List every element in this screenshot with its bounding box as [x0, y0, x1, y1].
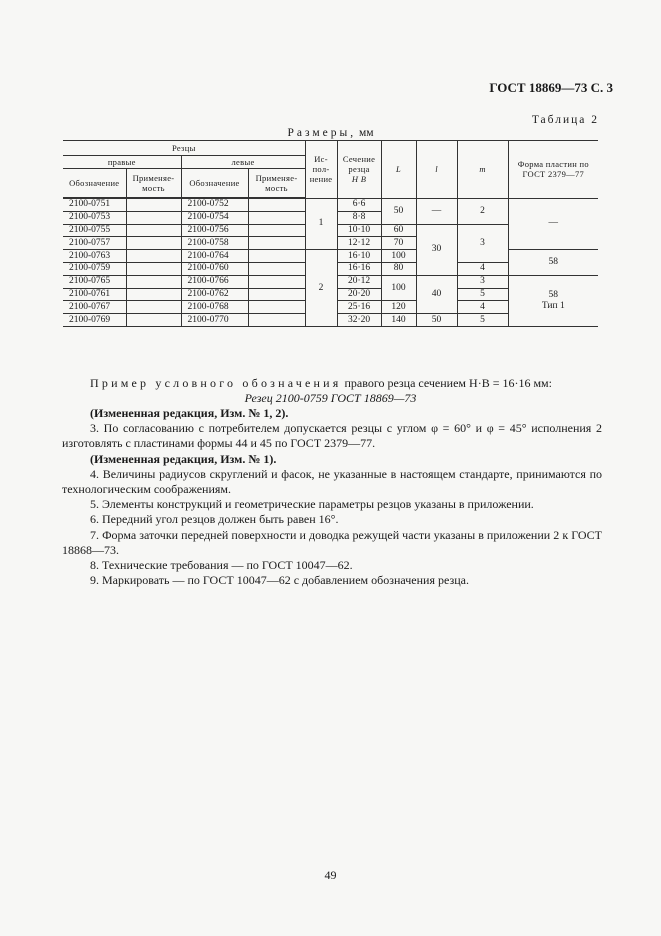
page-number: 49 — [324, 868, 337, 882]
table-row: 2100-0763 2100-0764 2 16·10 100 58 — [63, 250, 598, 263]
table-row: 2100-0765 2100-0766 20·12 100 40 3 58 Тип 1 — [63, 275, 598, 288]
form-58-type1: 58 Тип 1 — [508, 275, 598, 326]
page-header: ГОСТ 18869—73 С. 3 — [489, 80, 613, 95]
header-l: l — [416, 141, 457, 199]
table-row: 2100-0753 2100-0754 8·8 — [63, 211, 598, 224]
table-row: 2100-0757 2100-0758 12·12 70 — [63, 237, 598, 250]
paragraph: 6. Передний угол резцов должен быть равен 16°. — [90, 512, 339, 527]
paragraph: (Измененная редакция, Изм. № 1). — [90, 451, 277, 466]
paragraph: 3. По согласованию с потребителем допускается резцы с углом φ = 60° и φ = 45° исполнения 2 изготовлять с пластинами формы 44 и 45 по ГОСТ 2379—77. — [62, 421, 602, 451]
header-section: Сечение резца H B — [337, 141, 381, 199]
paragraph: 5. Элементы конструкций и геометрические параметры резцов указаны в приложении. — [90, 497, 534, 512]
header-plate-form: Форма пластин по ГОСТ 2379—77 — [508, 141, 598, 199]
header-left-applicability: Применяе- мость — [248, 169, 305, 199]
paragraph: 8. Технические требования — по ГОСТ 10047—62. — [90, 558, 353, 573]
example-text: правого резца сечением H·B = 16·16 мм: — [344, 376, 552, 390]
header-version: Ис- пол- нение — [305, 141, 337, 199]
paragraph: 4. Величины радиусов скруглений и фасок, не указанные в настоящем стандарте, принимаются по технологическим соображениям. — [62, 466, 602, 497]
header-right-designation: Обозначение — [63, 169, 126, 199]
designation-example — [90, 376, 552, 391]
header-section-hb: H B — [351, 174, 367, 185]
header-right-applicability: Применяе- мость — [126, 169, 181, 199]
paragraph: 9. Маркировать — по ГОСТ 10047—62 с добавлением обозначения резца. — [90, 573, 469, 588]
paragraph: (Измененная редакция, Изм. № 1, 2). — [90, 406, 289, 420]
header-left: левые — [181, 156, 305, 169]
table-caption — [0, 127, 661, 139]
table-row: 2100-0761 2100-0762 20·20 5 — [63, 288, 598, 301]
dimensions-table — [63, 140, 598, 327]
table-row: 2100-0769 2100-0770 32·20 140 50 5 — [63, 314, 598, 327]
header-L: L — [381, 141, 416, 199]
table-caption-unit: мм — [358, 127, 374, 139]
example-label: Пример условного обозначения — [90, 376, 342, 390]
table-row: 2100-0759 2100-0760 16·16 80 4 — [63, 262, 598, 275]
paragraph: 7. Форма заточки передней поверхности и доводка режущей части указаны в приложении 2 к ГОСТ 18868—73. — [62, 527, 602, 557]
table-row: 2100-0755 2100-0756 10·10 60 30 3 — [63, 224, 598, 237]
example-code: Резец 2100-0759 ГОСТ 18869—73 — [244, 391, 417, 405]
header-cutters: Резцы — [63, 141, 305, 156]
table-number: Таблица 2 — [531, 114, 599, 126]
body-text — [62, 406, 602, 588]
table-caption-label: Размеры, — [287, 127, 357, 139]
table-row: 2100-0767 2100-0768 25·16 120 4 — [63, 301, 598, 314]
header-right: правые — [63, 156, 181, 169]
table-row: 2100-0751 2100-0752 1 6·6 50 — 2 — — [63, 198, 598, 211]
header-left-designation: Обозначение — [181, 169, 248, 199]
header-m: m — [457, 141, 508, 199]
